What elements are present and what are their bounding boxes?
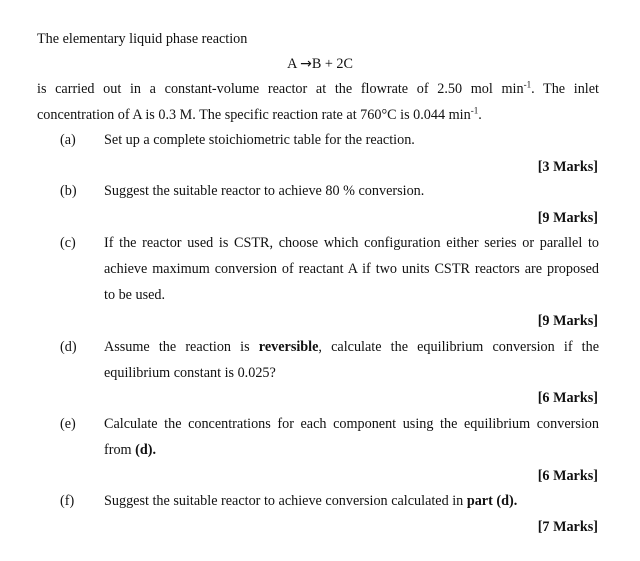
marks-b: [9 Marks] xyxy=(537,210,598,226)
problem-statement-line-1 xyxy=(37,79,599,99)
question-label-e: (e) xyxy=(60,416,76,432)
problem-statement-line-2 xyxy=(37,105,599,125)
reactant: A xyxy=(287,56,297,72)
question-text-f xyxy=(104,488,599,514)
question-text-c xyxy=(104,230,599,308)
question-label-a: (a) xyxy=(60,132,76,148)
question-line: achieve maximum conversion of reactant A if two units CSTR reactors are proposed xyxy=(104,261,599,277)
question-line xyxy=(104,334,599,360)
question-text-segment: Assume the reaction is xyxy=(104,339,250,355)
question-text-e xyxy=(104,411,599,463)
question-label-c: (c) xyxy=(60,235,76,251)
question-label-f: (f) xyxy=(60,493,75,509)
statement-text: . xyxy=(478,107,482,123)
marks-f: [7 Marks] xyxy=(537,519,598,535)
marks-e: [6 Marks] xyxy=(537,468,598,484)
statement-text: is carried out in a constant-volume reactor at the flowrate of 2.50 mol min xyxy=(37,81,524,97)
statement-text: . The inlet xyxy=(531,81,599,97)
question-label-b: (b) xyxy=(60,183,77,199)
marks-d: [6 Marks] xyxy=(537,390,598,406)
question-text-d xyxy=(104,334,599,386)
arrow-icon: → xyxy=(300,56,312,72)
question-label-d: (d) xyxy=(60,339,77,355)
statement-text: concentration of A is 0.3 M. The specific reaction rate at 760°C is 0.044 min xyxy=(37,107,471,123)
question-line xyxy=(104,437,599,463)
question-line: Suggest the suitable reactor to achieve 80 % conversion. xyxy=(104,183,425,199)
question-line xyxy=(104,488,599,514)
question-text-b xyxy=(104,178,599,204)
marks-c: [9 Marks] xyxy=(537,313,598,329)
question-line: Calculate the concentrations for each component using the equilibrium conversion xyxy=(104,416,599,432)
marks-a: [3 Marks] xyxy=(537,159,598,175)
reaction-equation xyxy=(0,54,640,74)
bold-keyword: reversible xyxy=(258,339,319,355)
superscript: -1 xyxy=(523,79,532,90)
question-line: to be used. xyxy=(104,287,166,303)
question-text-segment: Suggest the suitable reactor to achieve conversion calculated in xyxy=(104,493,464,509)
bold-keyword: (d). xyxy=(135,442,157,458)
question-line: equilibrium constant is 0.025? xyxy=(104,365,276,381)
superscript: -1 xyxy=(470,105,479,116)
question-line: Set up a complete stoichiometric table for the reaction. xyxy=(104,132,415,148)
question-text-a xyxy=(104,127,599,153)
question-text-segment: from xyxy=(104,442,132,458)
products: B + 2C xyxy=(311,56,353,72)
question-text-segment: , calculate the equilibrium conversion if the xyxy=(318,339,600,355)
question-line: If the reactor used is CSTR, choose which configuration either series or parallel to xyxy=(104,235,599,251)
intro-text: The elementary liquid phase reaction xyxy=(37,31,248,47)
bold-keyword: part (d). xyxy=(466,493,518,509)
